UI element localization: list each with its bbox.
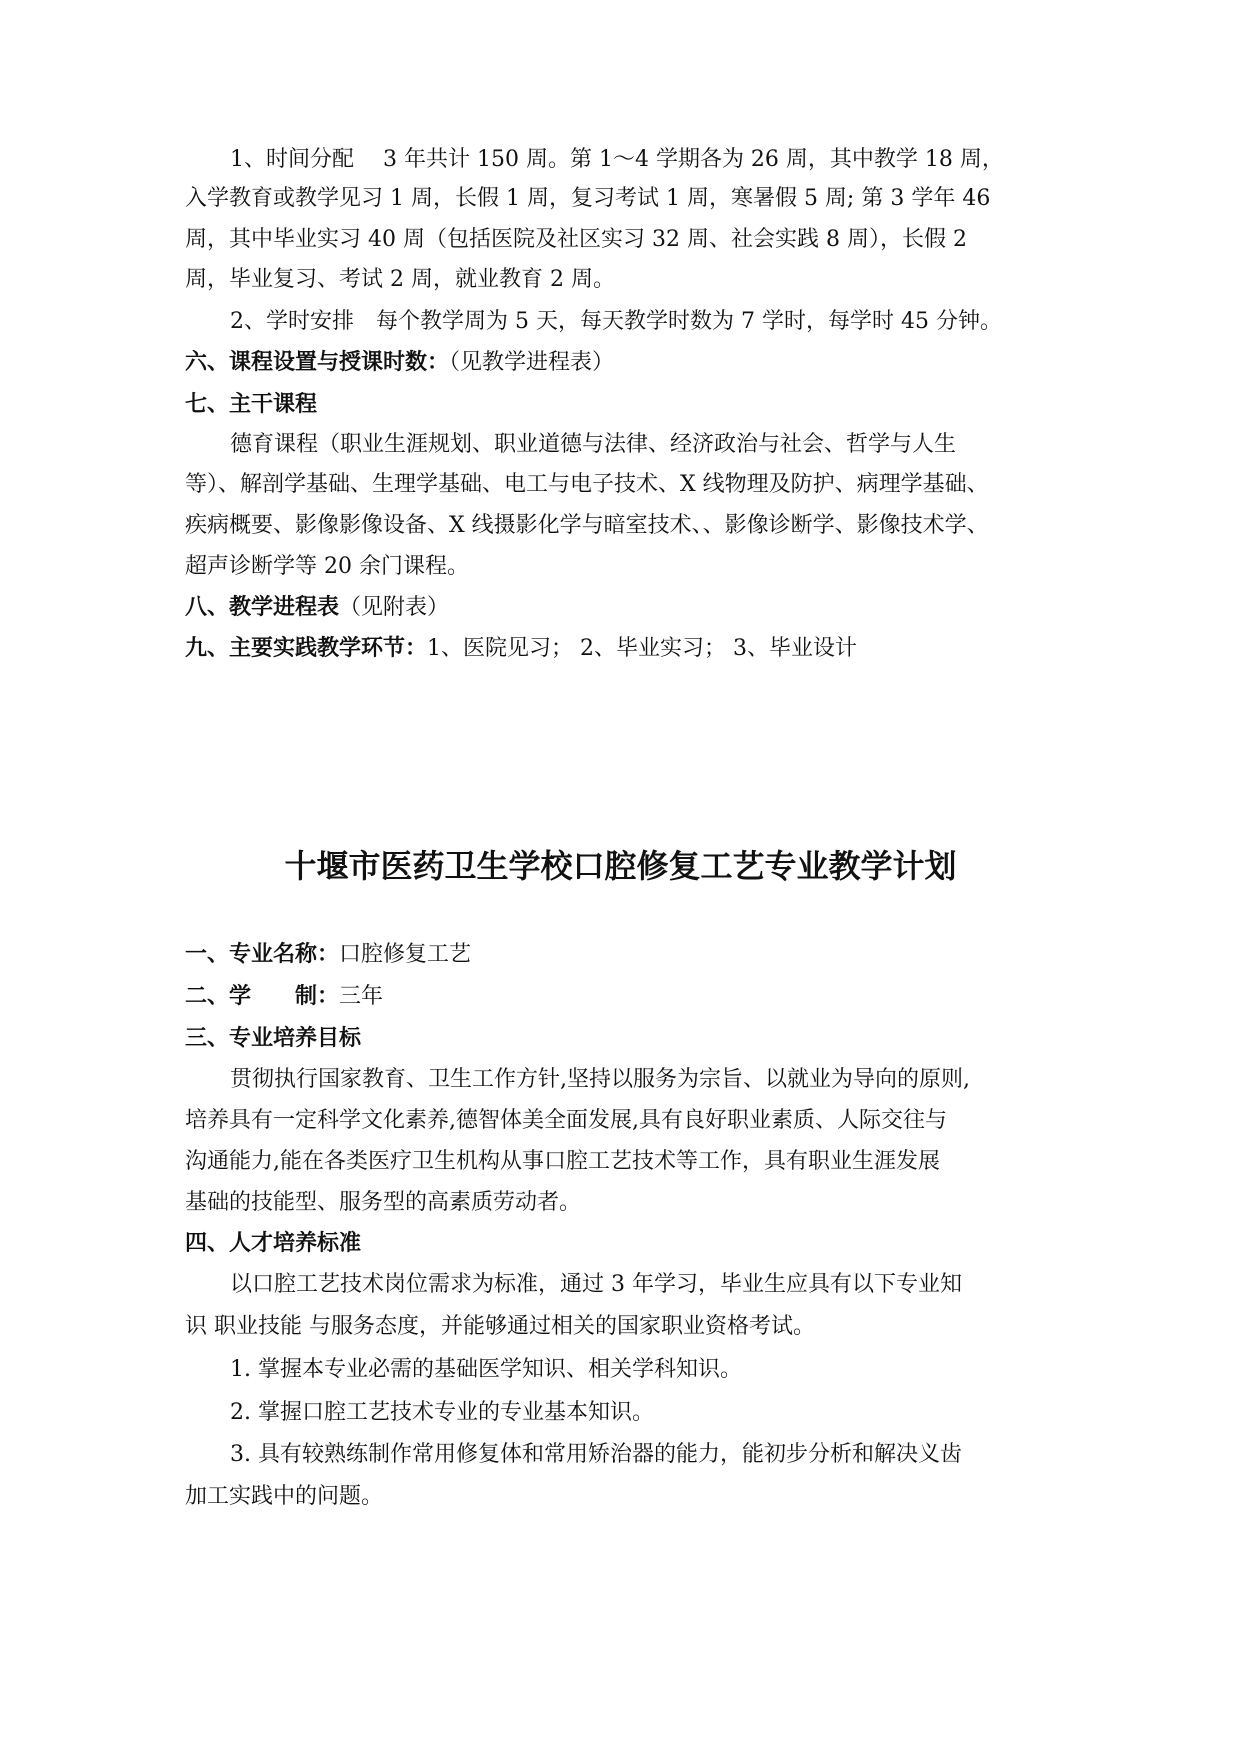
goal-line-3: 沟通能力,能在各类医疗卫生机构从事口腔工艺技术等工作，具有职业生涯发展 [185,1149,940,1174]
goal-line-2: 培养具有一定科学文化素养,德智体美全面发展,具有良好职业素质、人际交往与 [185,1108,947,1133]
time-allocation-line-3: 周，其中毕业实习 40 周（包括医院及社区实习 32 周、社会实践 8 周），长假 2 [185,227,967,252]
standard-line-1: 以口腔工艺技术岗位需求为标准，通过 3 年学习，毕业生应具有以下专业知 [230,1272,962,1297]
heading-one [185,940,471,970]
time-allocation-line-4: 周，毕业复习、考试 2 周，就业教育 2 周。 [185,267,615,292]
heading-six-label: 六、课程设置与授课时数： [185,350,450,375]
heading-eight [185,593,449,623]
heading-eight-note: （见附表） [339,595,450,620]
heading-six [185,348,614,378]
courses-line-1: 德育课程（职业生涯规划、职业道德与法律、经济政治与社会、哲学与人生 [230,432,957,457]
heading-one-label: 一、专业名称： [185,942,340,967]
list-item-1: 1. 掌握本专业必需的基础医学知识、相关学科知识。 [230,1357,742,1382]
heading-four: 四、人才培养标准 [185,1231,362,1256]
courses-line-2: 等）、解剖学基础、生理学基础、电工与电子技术、X 线物理及防护、病理学基础、 [185,472,989,497]
heading-seven: 七、主干课程 [185,392,318,417]
courses-line-3: 疾病概要、影像影像设备、X 线摄影化学与暗室技术、、影像诊断学、影像技术学、 [185,513,989,538]
heading-two [185,982,383,1012]
heading-nine-label: 九、主要实践教学环节： [185,636,428,661]
goal-line-4: 基础的技能型、服务型的高素质劳动者。 [185,1190,582,1215]
class-hours-line: 2、学时安排 每个教学周为 5 天，每天教学时数为 7 学时，每学时 45 分钟。 [230,309,1002,334]
program-length: 三年 [339,984,384,1009]
list-item-2: 2. 掌握口腔工艺技术专业的专业基本知识。 [230,1400,654,1425]
heading-three: 三、专业培养目标 [185,1026,362,1051]
time-allocation-line-1: 1、时间分配 3 年共计 150 周。第 1～4 学期各为 26 周，其中教学 18 周， [230,147,1004,172]
document-title: 十堰市医药卫生学校口腔修复工艺专业教学计划 [284,847,957,885]
list-item-3-line-2: 加工实践中的问题。 [185,1484,384,1509]
heading-eight-label: 八、教学进程表 [185,595,340,620]
time-allocation-line-2: 入学教育或教学见习 1 周，长假 1 周，复习考试 1 周，寒暑假 5 周; 第 3 学年 46 [185,186,991,211]
heading-nine-items: 1、医院见习； 2、毕业实习； 3、毕业设计 [427,636,857,661]
heading-two-label: 二、学 制： [185,984,340,1009]
goal-line-1: 贯彻执行国家教育、卫生工作方针,坚持以服务为宗旨、以就业为导向的原则, [230,1067,970,1092]
list-item-3-line-1: 3. 具有较熟练制作常用修复体和常用矫治器的能力，能初步分析和解决义齿 [230,1442,962,1467]
heading-six-note: （见教学进程表） [449,350,615,375]
courses-line-4: 超声诊断学等 20 余门课程。 [185,554,469,579]
major-name: 口腔修复工艺 [339,942,472,967]
heading-nine [185,634,857,664]
standard-line-2: 识 职业技能 与服务态度，并能够通过相关的国家职业资格考试。 [185,1314,815,1339]
